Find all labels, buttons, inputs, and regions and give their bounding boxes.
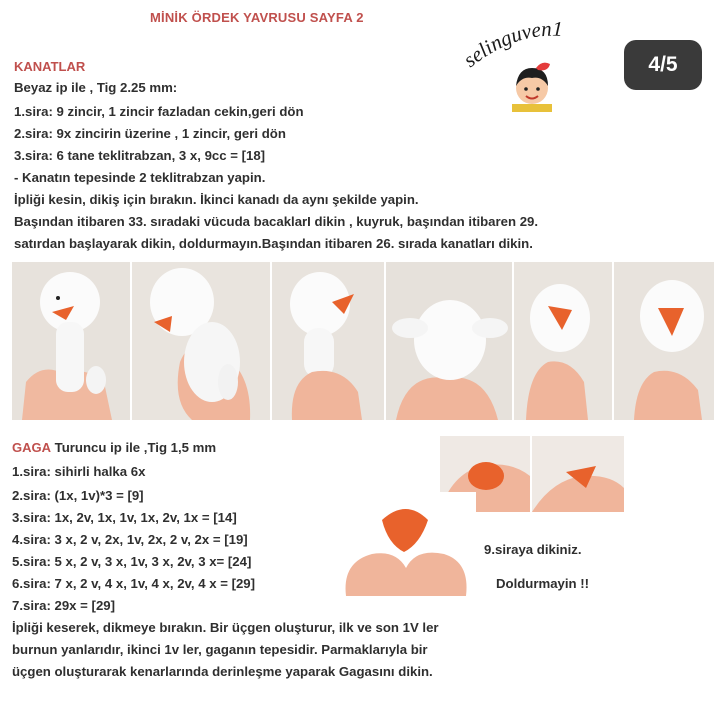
page-header: MİNİK ÖRDEK YAVRUSU SAYFA 2: [150, 10, 364, 25]
beak-title: GAGA: [12, 440, 51, 455]
photo-duck-raised: [272, 262, 384, 420]
page-counter-badge[interactable]: 4/5: [624, 40, 702, 90]
beak-line: 3.sira: 1x, 2v, 1x, 1v, 1x, 2v, 1x = [14]: [12, 510, 237, 525]
photo-duck-side: [132, 262, 270, 420]
wings-line: Beyaz ip ile , Tig 2.25 mm:: [14, 80, 178, 95]
photo-strip: [12, 262, 714, 420]
photo-duck-front: [12, 262, 130, 420]
photo-beak-front: [614, 262, 714, 420]
beak-line: 7.sira: 29x = [29]: [12, 598, 116, 613]
wings-line: 3.sira: 6 tane teklitrabzan, 3 x, 9cc = [18]: [14, 148, 266, 163]
beak-note-sew: 9.siraya dikiniz.: [484, 542, 582, 557]
wings-line: 2.sira: 9x zincirin üzerine , 1 zincir, geri dön: [14, 126, 286, 141]
wings-line: İpliği kesin, dikiş için bırakın. İkinci kanadı da aynı şekilde yapin.: [14, 192, 419, 207]
photo-duck-back: [386, 262, 512, 420]
wings-line: Başından itibaren 33. sıradaki vücuda bacaklarI dikin , kuyruk, başından itibaren 29.: [14, 214, 539, 229]
wings-line: 1.sira: 9 zincir, 1 zincir fazladan cekin,geri dön: [14, 104, 304, 119]
photo-beak-pinched: [336, 492, 476, 596]
beak-line: 2.sira: (1x, 1v)*3 = [9]: [12, 488, 144, 503]
beak-closing-line: burnun yanlarıdır, ikinci 1v ler, gaganın tepesidir. Parmaklarıyla bir: [12, 642, 428, 657]
beak-subtitle: Turuncu ip ile ,Tig 1,5 mm: [51, 440, 217, 455]
beak-note-nostuff: Doldurmayin !!: [496, 576, 590, 591]
beak-closing-line: üçgen oluşturarak kenarlarında derinleşme yaparak Gagasını dikin.: [12, 664, 433, 679]
beak-line: 4.sira: 3 x, 2 v, 2x, 1v, 2x, 2 v, 2x = [19]: [12, 532, 248, 547]
photo-beak-sewn: [514, 262, 612, 420]
beak-line: 5.sira: 5 x, 2 v, 3 x, 1v, 3 x, 2v, 3 x= [24]: [12, 554, 252, 569]
wings-line: satırdan başlayarak dikin, doldurmayın.Başından itibaren 26. sırada kanatları dikin.: [14, 236, 533, 251]
beak-line: 1.sira: sihirli halka 6x: [12, 464, 146, 479]
wings-line: - Kanatın tepesinde 2 teklitrabzan yapin.: [14, 170, 266, 185]
brand-logo: [462, 16, 627, 112]
beak-heading: [12, 440, 216, 455]
wings-title: KANATLAR: [14, 59, 86, 74]
photo-beak-piece-2: [532, 436, 624, 512]
logo-text: elinguven1: [465, 16, 564, 67]
beak-line: 6.sira: 7 x, 2 v, 4 x, 1v, 4 x, 2v, 4 x = [29]: [12, 576, 256, 591]
beak-closing-line: İpliği keserek, dikmeye bırakın. Bir üçgen oluşturur, ilk ve son 1V ler: [12, 620, 439, 635]
